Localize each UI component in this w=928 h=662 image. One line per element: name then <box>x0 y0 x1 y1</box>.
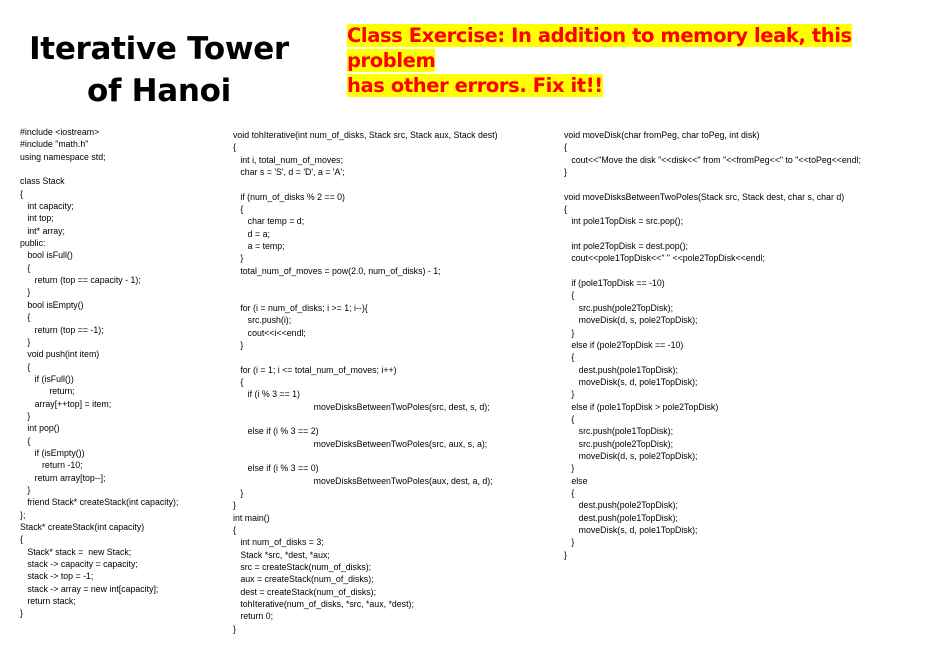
code-column-move-functions: void moveDisk(char fromPeg, char toPeg, int disk) { cout<<"Move the disk "<<disk<<" from "<<fromPeg<<" to "<<toPeg<<endl; } void moveDisksBetweenTwoPoles(Stack src, Stack dest, char s, char d) { int pole1TopDisk = src.pop(); int pole2TopDisk = dest.pop(); cout<<pole1TopDisk<<" " <<pole2TopDisk<<endl; if (pole1TopDisk == -10) { src.push(pole2TopDisk); moveDisk(d, s, pole2TopDisk); } else if (pole2TopDisk == -10) { dest.push(pole1TopDisk); moveDisk(s, d, pole1TopDisk); } else if (pole1TopDisk > pole2TopDisk) { src.push(pole1TopDisk); src.push(pole2TopDisk); moveDisk(d, s, pole2TopDisk); } else { dest.push(pole2TopDisk); dest.push(pole1TopDisk); moveDisk(s, d, pole1TopDisk); } } <box>564 130 861 560</box>
exercise-line-2: has other errors. Fix it!! <box>347 74 603 97</box>
code-column-stack-class: #include <iostream> #include "math.h" using namespace std; class Stack { int capacity; int top; int* array; public: bool isFull() { return (top == capacity - 1); } bool isEmpty() { return (top == -1); } void push(int item) { if (isFull()) return; array[++top] = item; } int pop() { if (isEmpty()) return -10; return array[top--]; } friend Stack* createStack(int capacity); }; Stack* createStack(int capacity) { Stack* stack = new Stack; stack -> capacity = capacity; stack -> top = -1; stack -> array = new int[capacity]; return stack; } <box>20 127 179 619</box>
exercise-line-1: Class Exercise: In addition to memory leak, this problem <box>347 24 852 72</box>
code-column-toh-iterative-main: void tohIterative(int num_of_disks, Stack src, Stack aux, Stack dest) { int i, total_num_of_moves; char s = 'S', d = 'D', a = 'A'; if (num_of_disks % 2 == 0) { char temp = d; d = a; a = temp; } total_num_of_moves = pow(2.0, num_of_disks) - 1; for (i = num_of_disks; i >= 1; i--){ src.push(i); cout<<i<<endl; } for (i = 1; i <= total_num_of_moves; i++) { if (i % 3 == 1) moveDisksBetweenTwoPoles(src, dest, s, d); else if (i % 3 == 2) moveDisksBetweenTwoPoles(src, aux, s, a); else if (i % 3 == 0) moveDisksBetweenTwoPoles(aux, dest, a, d); } } int main() { int num_of_disks = 3; Stack *src, *dest, *aux; src = createStack(num_of_disks); aux = createStack(num_of_disks); dest = createStack(num_of_disks); tohIterative(num_of_disks, *src, *aux, *dest); return 0; } <box>233 130 498 634</box>
slide-title <box>18 28 300 112</box>
slide-title-line-2: of Hanoi <box>86 73 232 109</box>
slide-title-line-1: Iterative Tower <box>29 31 289 67</box>
class-exercise-note <box>347 23 907 98</box>
